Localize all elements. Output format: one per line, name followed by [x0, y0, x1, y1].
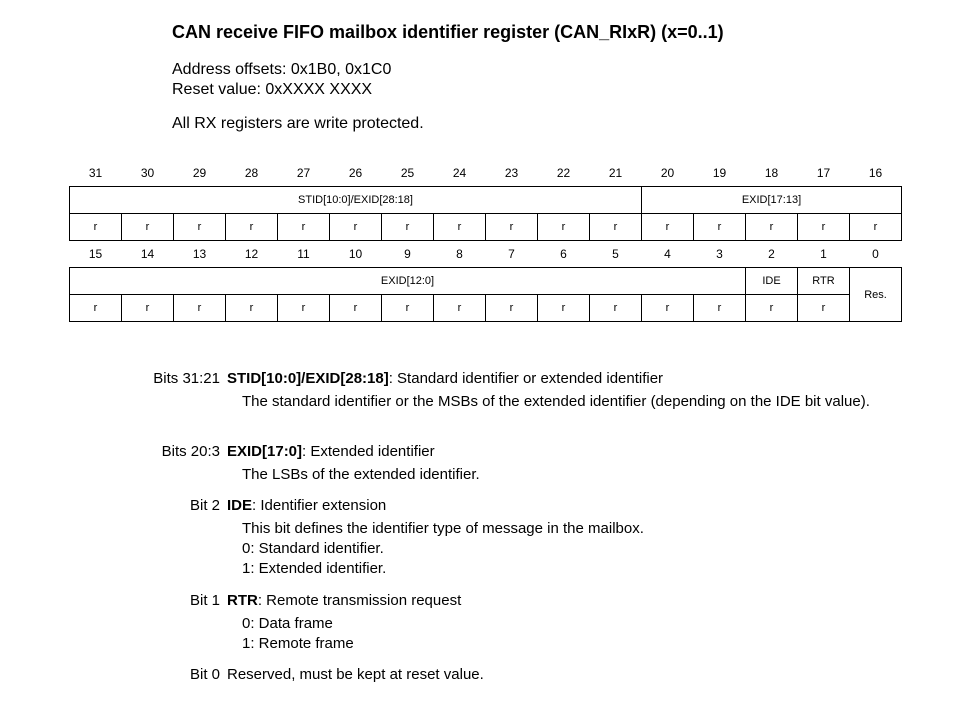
- access-type: r: [798, 295, 850, 322]
- bit-number: 10: [348, 247, 363, 261]
- access-type: r: [382, 295, 434, 322]
- field-exid-12-0: EXID[12:0]: [70, 268, 746, 295]
- bit-label: Bit 1: [189, 592, 220, 609]
- bit-number: 28: [244, 166, 259, 180]
- bit-number: 12: [244, 247, 259, 261]
- register-high-half: [69, 160, 902, 241]
- detail-line: The LSBs of the extended identifier.: [242, 466, 480, 483]
- access-type: r: [278, 214, 330, 241]
- access-type: r: [746, 214, 798, 241]
- bit-label: Bits 31:21: [153, 370, 220, 387]
- address-offsets: Address offsets: 0x1B0, 0x1C0: [172, 61, 392, 78]
- bit-number: 2: [768, 247, 775, 261]
- access-type: r: [226, 214, 278, 241]
- field-name: IDE: [227, 497, 253, 514]
- bit-number: 17: [816, 166, 831, 180]
- bit-number: 0: [872, 247, 879, 261]
- access-type: r: [330, 214, 382, 241]
- field-summary: Reserved, must be kept at reset value.: [227, 666, 484, 683]
- access-type: r: [174, 295, 226, 322]
- bit-number: 20: [660, 166, 675, 180]
- detail-line: 1: Extended identifier.: [242, 560, 387, 577]
- access-type: r: [538, 214, 590, 241]
- bit-number: 15: [88, 247, 103, 261]
- bit-number: 5: [612, 247, 619, 261]
- access-type: r: [850, 214, 902, 241]
- bit-number: 8: [456, 247, 463, 261]
- bit-number: 1: [820, 247, 827, 261]
- bit-number: 24: [452, 166, 467, 180]
- bit-heading: [227, 442, 435, 462]
- detail-line: 0: Data frame: [242, 615, 333, 632]
- bit-label: Bit 2: [189, 497, 220, 514]
- bit-heading: [227, 369, 663, 389]
- field-summary: : Standard identifier or extended identifier: [388, 370, 664, 387]
- access-type: r: [330, 295, 382, 322]
- bit-number: 31: [88, 166, 103, 180]
- access-type: r: [590, 295, 642, 322]
- bit-number: 26: [348, 166, 363, 180]
- bit-heading: [227, 665, 484, 685]
- access-type: r: [798, 214, 850, 241]
- bit-number: 11: [297, 247, 310, 261]
- field-summary: : Extended identifier: [302, 443, 435, 460]
- access-type: r: [642, 214, 694, 241]
- access-type: r: [226, 295, 278, 322]
- access-type: r: [486, 295, 538, 322]
- bit-label: Bits 20:3: [161, 443, 220, 460]
- access-type: r: [590, 214, 642, 241]
- field-exid-17-13: EXID[17:13]: [642, 187, 902, 214]
- access-type: r: [746, 295, 798, 322]
- bit-number: 23: [504, 166, 519, 180]
- detail-line: 1: Remote frame: [242, 635, 354, 652]
- field-summary: : Identifier extension: [252, 497, 387, 514]
- bit-number: 6: [560, 247, 567, 261]
- bit-number: 27: [296, 166, 311, 180]
- bit-details: [242, 392, 872, 412]
- field-name: STID[10:0]/EXID[28:18]: [227, 370, 389, 387]
- write-protect-note: All RX registers are write protected.: [172, 115, 424, 132]
- bit-number: 18: [764, 166, 779, 180]
- field-stid-exid: STID[10:0]/EXID[28:18]: [70, 187, 642, 214]
- field-name: EXID[17:0]: [227, 443, 303, 460]
- bit-details: [242, 465, 882, 485]
- access-type: r: [70, 214, 122, 241]
- access-type: r: [694, 295, 746, 322]
- bit-number: 7: [508, 247, 515, 261]
- bit-number: 22: [556, 166, 571, 180]
- access-type: r: [642, 295, 694, 322]
- access-type: r: [434, 214, 486, 241]
- bit-number: 9: [404, 247, 411, 261]
- bit-number: 16: [868, 166, 883, 180]
- field-reserved: Res.: [850, 268, 902, 322]
- bit-number: 4: [664, 247, 671, 261]
- bit-heading: [227, 591, 461, 611]
- field-ide: IDE: [746, 268, 798, 295]
- detail-line: This bit defines the identifier type of message in the mailbox.: [242, 520, 644, 537]
- field-summary: : Remote transmission request: [257, 592, 462, 609]
- access-type: r: [122, 295, 174, 322]
- bit-details: [242, 614, 882, 654]
- access-type: r: [382, 214, 434, 241]
- bit-number: 19: [712, 166, 727, 180]
- access-type: r: [486, 214, 538, 241]
- bit-label: Bit 0: [189, 666, 220, 683]
- bit-heading: [227, 496, 386, 516]
- field-name: RTR: [227, 592, 258, 609]
- bit-details: [242, 519, 882, 579]
- access-type: r: [278, 295, 330, 322]
- access-type: r: [538, 295, 590, 322]
- bit-number: 29: [192, 166, 207, 180]
- access-type: r: [70, 295, 122, 322]
- bit-number: 21: [608, 166, 623, 180]
- access-type: r: [434, 295, 486, 322]
- bit-number: 14: [140, 247, 155, 261]
- bit-number: 30: [140, 166, 155, 180]
- bit-number: 25: [400, 166, 415, 180]
- access-type: r: [174, 214, 226, 241]
- detail-line: 0: Standard identifier.: [242, 540, 384, 557]
- bit-number: 3: [716, 247, 723, 261]
- bit-number: 13: [192, 247, 207, 261]
- access-type: r: [694, 214, 746, 241]
- detail-line: The standard identifier or the MSBs of the extended identifier (depending on the IDE bit value).: [242, 393, 870, 410]
- reset-value: Reset value: 0xXXXX XXXX: [172, 81, 373, 98]
- access-type: r: [122, 214, 174, 241]
- page-title: CAN receive FIFO mailbox identifier register (CAN_RIxR) (x=0..1): [172, 22, 724, 42]
- field-rtr: RTR: [798, 268, 850, 295]
- register-low-half: [69, 241, 902, 322]
